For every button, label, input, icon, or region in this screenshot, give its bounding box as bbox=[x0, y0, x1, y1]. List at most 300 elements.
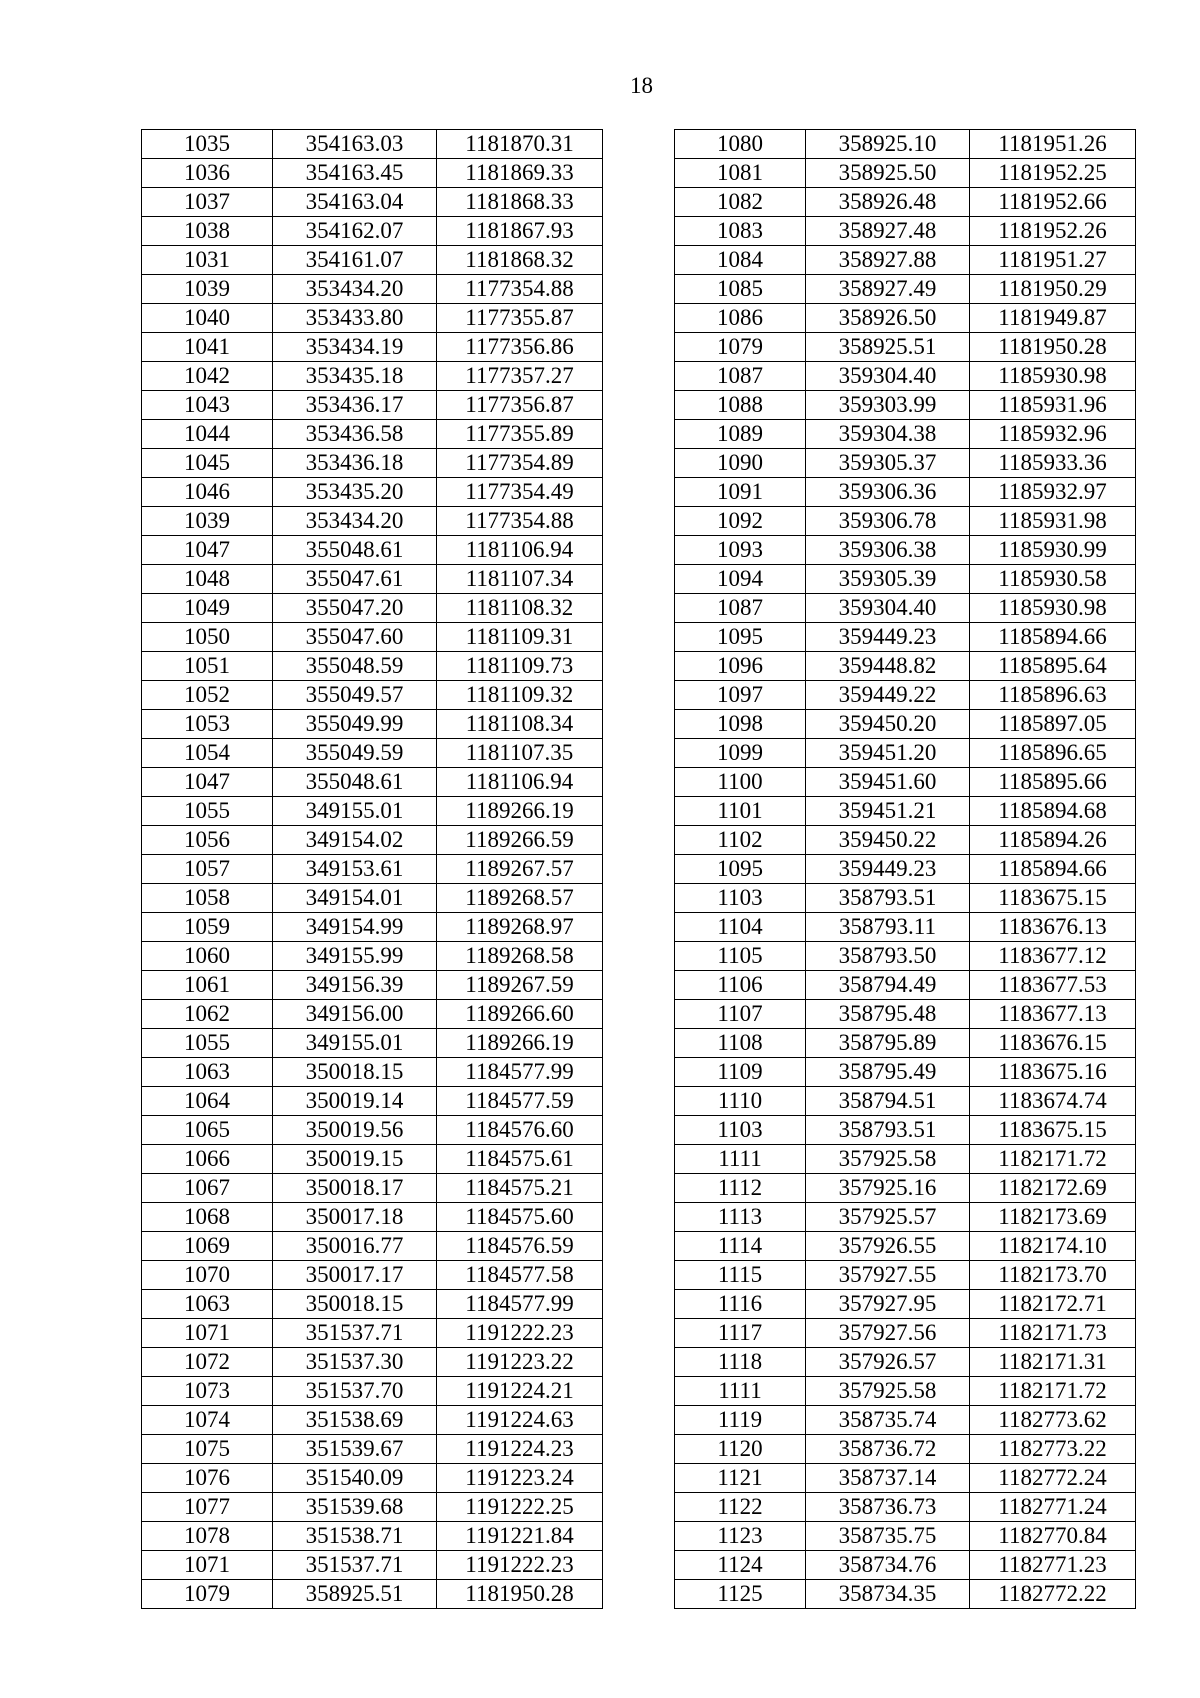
table-row bbox=[142, 739, 603, 768]
point-number-cell: 1044 bbox=[142, 420, 273, 449]
point-number-cell: 1095 bbox=[675, 623, 806, 652]
y-coordinate-cell: 1183677.53 bbox=[970, 971, 1136, 1000]
table-row bbox=[142, 246, 603, 275]
point-number-cell: 1063 bbox=[142, 1058, 273, 1087]
y-coordinate-cell: 1181107.35 bbox=[437, 739, 603, 768]
x-coordinate-cell: 351540.09 bbox=[273, 1464, 437, 1493]
y-coordinate-cell: 1182771.24 bbox=[970, 1493, 1136, 1522]
x-coordinate-cell: 355048.61 bbox=[273, 536, 437, 565]
y-coordinate-cell: 1182773.22 bbox=[970, 1435, 1136, 1464]
table-row bbox=[142, 768, 603, 797]
table-row bbox=[142, 188, 603, 217]
y-coordinate-cell: 1189268.57 bbox=[437, 884, 603, 913]
x-coordinate-cell: 359449.23 bbox=[806, 855, 970, 884]
table-row bbox=[675, 1464, 1136, 1493]
y-coordinate-cell: 1183674.74 bbox=[970, 1087, 1136, 1116]
table-row bbox=[675, 420, 1136, 449]
table-row bbox=[142, 594, 603, 623]
table-row bbox=[675, 536, 1136, 565]
point-number-cell: 1055 bbox=[142, 1029, 273, 1058]
point-number-cell: 1095 bbox=[675, 855, 806, 884]
point-number-cell: 1084 bbox=[675, 246, 806, 275]
table-row bbox=[142, 1464, 603, 1493]
table-row bbox=[675, 1551, 1136, 1580]
table-row bbox=[142, 420, 603, 449]
y-coordinate-cell: 1184576.59 bbox=[437, 1232, 603, 1261]
x-coordinate-cell: 357925.58 bbox=[806, 1145, 970, 1174]
y-coordinate-cell: 1189267.57 bbox=[437, 855, 603, 884]
table-row bbox=[142, 1435, 603, 1464]
y-coordinate-cell: 1177354.89 bbox=[437, 449, 603, 478]
point-number-cell: 1036 bbox=[142, 159, 273, 188]
point-number-cell: 1039 bbox=[142, 275, 273, 304]
point-number-cell: 1062 bbox=[142, 1000, 273, 1029]
y-coordinate-cell: 1181106.94 bbox=[437, 768, 603, 797]
y-coordinate-cell: 1182171.31 bbox=[970, 1348, 1136, 1377]
y-coordinate-cell: 1181950.29 bbox=[970, 275, 1136, 304]
table-row bbox=[142, 565, 603, 594]
point-number-cell: 1060 bbox=[142, 942, 273, 971]
table-row bbox=[142, 826, 603, 855]
x-coordinate-cell: 358795.48 bbox=[806, 1000, 970, 1029]
x-coordinate-cell: 358737.14 bbox=[806, 1464, 970, 1493]
y-coordinate-cell: 1184577.58 bbox=[437, 1261, 603, 1290]
y-coordinate-cell: 1182772.24 bbox=[970, 1464, 1136, 1493]
point-number-cell: 1047 bbox=[142, 768, 273, 797]
table-row bbox=[675, 1435, 1136, 1464]
y-coordinate-cell: 1184577.99 bbox=[437, 1058, 603, 1087]
point-number-cell: 1054 bbox=[142, 739, 273, 768]
table-row bbox=[142, 1087, 603, 1116]
table-row bbox=[675, 1029, 1136, 1058]
point-number-cell: 1092 bbox=[675, 507, 806, 536]
x-coordinate-cell: 358735.74 bbox=[806, 1406, 970, 1435]
point-number-cell: 1119 bbox=[675, 1406, 806, 1435]
table-row bbox=[142, 1029, 603, 1058]
x-coordinate-cell: 358795.49 bbox=[806, 1058, 970, 1087]
y-coordinate-cell: 1189267.59 bbox=[437, 971, 603, 1000]
y-coordinate-cell: 1181949.87 bbox=[970, 304, 1136, 333]
x-coordinate-cell: 351537.71 bbox=[273, 1319, 437, 1348]
point-number-cell: 1055 bbox=[142, 797, 273, 826]
x-coordinate-cell: 359449.23 bbox=[806, 623, 970, 652]
x-coordinate-cell: 349156.39 bbox=[273, 971, 437, 1000]
point-number-cell: 1109 bbox=[675, 1058, 806, 1087]
x-coordinate-cell: 359451.60 bbox=[806, 768, 970, 797]
point-number-cell: 1091 bbox=[675, 478, 806, 507]
y-coordinate-cell: 1181869.33 bbox=[437, 159, 603, 188]
point-number-cell: 1069 bbox=[142, 1232, 273, 1261]
x-coordinate-cell: 359448.82 bbox=[806, 652, 970, 681]
point-number-cell: 1087 bbox=[675, 594, 806, 623]
table-row bbox=[142, 159, 603, 188]
x-coordinate-cell: 359451.21 bbox=[806, 797, 970, 826]
x-coordinate-cell: 358793.50 bbox=[806, 942, 970, 971]
table-row bbox=[142, 1377, 603, 1406]
point-number-cell: 1086 bbox=[675, 304, 806, 333]
table-row bbox=[142, 478, 603, 507]
y-coordinate-cell: 1177355.87 bbox=[437, 304, 603, 333]
point-number-cell: 1100 bbox=[675, 768, 806, 797]
x-coordinate-cell: 350018.17 bbox=[273, 1174, 437, 1203]
y-coordinate-cell: 1191223.22 bbox=[437, 1348, 603, 1377]
point-number-cell: 1071 bbox=[142, 1319, 273, 1348]
table-row bbox=[142, 130, 603, 159]
table-row bbox=[675, 1116, 1136, 1145]
table-row bbox=[675, 710, 1136, 739]
point-number-cell: 1039 bbox=[142, 507, 273, 536]
y-coordinate-cell: 1181867.93 bbox=[437, 217, 603, 246]
y-coordinate-cell: 1181950.28 bbox=[437, 1580, 603, 1609]
point-number-cell: 1079 bbox=[675, 333, 806, 362]
y-coordinate-cell: 1189268.97 bbox=[437, 913, 603, 942]
table-row bbox=[675, 652, 1136, 681]
x-coordinate-cell: 358794.49 bbox=[806, 971, 970, 1000]
y-coordinate-cell: 1183677.12 bbox=[970, 942, 1136, 971]
y-coordinate-cell: 1183677.13 bbox=[970, 1000, 1136, 1029]
point-number-cell: 1072 bbox=[142, 1348, 273, 1377]
coordinates-table-right bbox=[674, 129, 1136, 1609]
x-coordinate-cell: 353436.18 bbox=[273, 449, 437, 478]
point-number-cell: 1108 bbox=[675, 1029, 806, 1058]
point-number-cell: 1059 bbox=[142, 913, 273, 942]
x-coordinate-cell: 350019.56 bbox=[273, 1116, 437, 1145]
x-coordinate-cell: 357927.56 bbox=[806, 1319, 970, 1348]
y-coordinate-cell: 1182173.70 bbox=[970, 1261, 1136, 1290]
x-coordinate-cell: 358927.48 bbox=[806, 217, 970, 246]
point-number-cell: 1042 bbox=[142, 362, 273, 391]
table-row bbox=[142, 304, 603, 333]
point-number-cell: 1037 bbox=[142, 188, 273, 217]
point-number-cell: 1123 bbox=[675, 1522, 806, 1551]
x-coordinate-cell: 358736.73 bbox=[806, 1493, 970, 1522]
y-coordinate-cell: 1189266.19 bbox=[437, 1029, 603, 1058]
x-coordinate-cell: 357925.57 bbox=[806, 1203, 970, 1232]
x-coordinate-cell: 359451.20 bbox=[806, 739, 970, 768]
y-coordinate-cell: 1182174.10 bbox=[970, 1232, 1136, 1261]
y-coordinate-cell: 1185897.05 bbox=[970, 710, 1136, 739]
table-row bbox=[675, 1290, 1136, 1319]
y-coordinate-cell: 1184577.99 bbox=[437, 1290, 603, 1319]
x-coordinate-cell: 349153.61 bbox=[273, 855, 437, 884]
x-coordinate-cell: 353435.20 bbox=[273, 478, 437, 507]
y-coordinate-cell: 1177354.88 bbox=[437, 275, 603, 304]
x-coordinate-cell: 355047.61 bbox=[273, 565, 437, 594]
y-coordinate-cell: 1185932.97 bbox=[970, 478, 1136, 507]
point-number-cell: 1116 bbox=[675, 1290, 806, 1319]
table-row bbox=[142, 855, 603, 884]
y-coordinate-cell: 1181951.27 bbox=[970, 246, 1136, 275]
point-number-cell: 1061 bbox=[142, 971, 273, 1000]
y-coordinate-cell: 1189266.60 bbox=[437, 1000, 603, 1029]
y-coordinate-cell: 1185894.26 bbox=[970, 826, 1136, 855]
y-coordinate-cell: 1182171.72 bbox=[970, 1145, 1136, 1174]
x-coordinate-cell: 359306.78 bbox=[806, 507, 970, 536]
point-number-cell: 1097 bbox=[675, 681, 806, 710]
point-number-cell: 1113 bbox=[675, 1203, 806, 1232]
table-row bbox=[675, 855, 1136, 884]
x-coordinate-cell: 349154.99 bbox=[273, 913, 437, 942]
y-coordinate-cell: 1191222.23 bbox=[437, 1551, 603, 1580]
table-row bbox=[675, 188, 1136, 217]
point-number-cell: 1122 bbox=[675, 1493, 806, 1522]
x-coordinate-cell: 358925.51 bbox=[806, 333, 970, 362]
table-row bbox=[675, 1232, 1136, 1261]
x-coordinate-cell: 349154.02 bbox=[273, 826, 437, 855]
point-number-cell: 1087 bbox=[675, 362, 806, 391]
y-coordinate-cell: 1185896.65 bbox=[970, 739, 1136, 768]
table-row bbox=[142, 1493, 603, 1522]
point-number-cell: 1088 bbox=[675, 391, 806, 420]
table-row bbox=[675, 884, 1136, 913]
x-coordinate-cell: 349155.01 bbox=[273, 1029, 437, 1058]
x-coordinate-cell: 359304.38 bbox=[806, 420, 970, 449]
point-number-cell: 1094 bbox=[675, 565, 806, 594]
point-number-cell: 1080 bbox=[675, 130, 806, 159]
table-row bbox=[675, 333, 1136, 362]
x-coordinate-cell: 358926.48 bbox=[806, 188, 970, 217]
x-coordinate-cell: 355049.57 bbox=[273, 681, 437, 710]
table-row bbox=[675, 826, 1136, 855]
table-row bbox=[675, 913, 1136, 942]
table-row bbox=[142, 1116, 603, 1145]
table-row bbox=[675, 797, 1136, 826]
x-coordinate-cell: 357927.95 bbox=[806, 1290, 970, 1319]
table-row bbox=[142, 971, 603, 1000]
point-number-cell: 1105 bbox=[675, 942, 806, 971]
point-number-cell: 1079 bbox=[142, 1580, 273, 1609]
table-row bbox=[675, 217, 1136, 246]
y-coordinate-cell: 1181951.26 bbox=[970, 130, 1136, 159]
point-number-cell: 1053 bbox=[142, 710, 273, 739]
y-coordinate-cell: 1181868.33 bbox=[437, 188, 603, 217]
point-number-cell: 1111 bbox=[675, 1145, 806, 1174]
y-coordinate-cell: 1185931.98 bbox=[970, 507, 1136, 536]
x-coordinate-cell: 359304.40 bbox=[806, 362, 970, 391]
x-coordinate-cell: 355047.20 bbox=[273, 594, 437, 623]
x-coordinate-cell: 359449.22 bbox=[806, 681, 970, 710]
x-coordinate-cell: 349155.01 bbox=[273, 797, 437, 826]
point-number-cell: 1067 bbox=[142, 1174, 273, 1203]
x-coordinate-cell: 353434.20 bbox=[273, 507, 437, 536]
point-number-cell: 1041 bbox=[142, 333, 273, 362]
point-number-cell: 1077 bbox=[142, 1493, 273, 1522]
y-coordinate-cell: 1191224.21 bbox=[437, 1377, 603, 1406]
x-coordinate-cell: 357927.55 bbox=[806, 1261, 970, 1290]
x-coordinate-cell: 349155.99 bbox=[273, 942, 437, 971]
x-coordinate-cell: 350018.15 bbox=[273, 1290, 437, 1319]
point-number-cell: 1066 bbox=[142, 1145, 273, 1174]
x-coordinate-cell: 354163.03 bbox=[273, 130, 437, 159]
point-number-cell: 1064 bbox=[142, 1087, 273, 1116]
y-coordinate-cell: 1181952.26 bbox=[970, 217, 1136, 246]
x-coordinate-cell: 359306.36 bbox=[806, 478, 970, 507]
y-coordinate-cell: 1191224.23 bbox=[437, 1435, 603, 1464]
x-coordinate-cell: 355048.59 bbox=[273, 652, 437, 681]
table-row bbox=[142, 1580, 603, 1609]
table-row bbox=[142, 1145, 603, 1174]
y-coordinate-cell: 1177356.87 bbox=[437, 391, 603, 420]
x-coordinate-cell: 359305.37 bbox=[806, 449, 970, 478]
y-coordinate-cell: 1181950.28 bbox=[970, 333, 1136, 362]
point-number-cell: 1103 bbox=[675, 1116, 806, 1145]
y-coordinate-cell: 1181952.66 bbox=[970, 188, 1136, 217]
table-row bbox=[142, 1203, 603, 1232]
x-coordinate-cell: 350019.15 bbox=[273, 1145, 437, 1174]
y-coordinate-cell: 1185895.66 bbox=[970, 768, 1136, 797]
x-coordinate-cell: 358734.35 bbox=[806, 1580, 970, 1609]
table-row bbox=[142, 217, 603, 246]
y-coordinate-cell: 1182173.69 bbox=[970, 1203, 1136, 1232]
table-row bbox=[675, 1493, 1136, 1522]
y-coordinate-cell: 1191223.24 bbox=[437, 1464, 603, 1493]
x-coordinate-cell: 351539.67 bbox=[273, 1435, 437, 1464]
y-coordinate-cell: 1184575.21 bbox=[437, 1174, 603, 1203]
point-number-cell: 1057 bbox=[142, 855, 273, 884]
y-coordinate-cell: 1181109.32 bbox=[437, 681, 603, 710]
y-coordinate-cell: 1183675.15 bbox=[970, 1116, 1136, 1145]
table-row bbox=[675, 159, 1136, 188]
table-row bbox=[675, 449, 1136, 478]
table-row bbox=[675, 681, 1136, 710]
y-coordinate-cell: 1184575.60 bbox=[437, 1203, 603, 1232]
point-number-cell: 1082 bbox=[675, 188, 806, 217]
point-number-cell: 1118 bbox=[675, 1348, 806, 1377]
x-coordinate-cell: 357926.55 bbox=[806, 1232, 970, 1261]
x-coordinate-cell: 351538.71 bbox=[273, 1522, 437, 1551]
y-coordinate-cell: 1181106.94 bbox=[437, 536, 603, 565]
y-coordinate-cell: 1181952.25 bbox=[970, 159, 1136, 188]
point-number-cell: 1078 bbox=[142, 1522, 273, 1551]
x-coordinate-cell: 351537.70 bbox=[273, 1377, 437, 1406]
table-row bbox=[142, 1000, 603, 1029]
y-coordinate-cell: 1189266.19 bbox=[437, 797, 603, 826]
table-row bbox=[142, 942, 603, 971]
point-number-cell: 1081 bbox=[675, 159, 806, 188]
table-row bbox=[142, 652, 603, 681]
y-coordinate-cell: 1185930.58 bbox=[970, 565, 1136, 594]
x-coordinate-cell: 353433.80 bbox=[273, 304, 437, 333]
point-number-cell: 1125 bbox=[675, 1580, 806, 1609]
y-coordinate-cell: 1185930.98 bbox=[970, 594, 1136, 623]
x-coordinate-cell: 357925.16 bbox=[806, 1174, 970, 1203]
x-coordinate-cell: 351537.30 bbox=[273, 1348, 437, 1377]
table-row bbox=[675, 130, 1136, 159]
table-row bbox=[675, 565, 1136, 594]
table-row bbox=[142, 1261, 603, 1290]
point-number-cell: 1115 bbox=[675, 1261, 806, 1290]
point-number-cell: 1083 bbox=[675, 217, 806, 246]
x-coordinate-cell: 359303.99 bbox=[806, 391, 970, 420]
point-number-cell: 1070 bbox=[142, 1261, 273, 1290]
x-coordinate-cell: 355048.61 bbox=[273, 768, 437, 797]
table-row bbox=[142, 1348, 603, 1377]
point-number-cell: 1114 bbox=[675, 1232, 806, 1261]
x-coordinate-cell: 359450.20 bbox=[806, 710, 970, 739]
point-number-cell: 1120 bbox=[675, 1435, 806, 1464]
y-coordinate-cell: 1185896.63 bbox=[970, 681, 1136, 710]
y-coordinate-cell: 1191222.25 bbox=[437, 1493, 603, 1522]
y-coordinate-cell: 1181870.31 bbox=[437, 130, 603, 159]
y-coordinate-cell: 1181108.34 bbox=[437, 710, 603, 739]
point-number-cell: 1073 bbox=[142, 1377, 273, 1406]
y-coordinate-cell: 1191222.23 bbox=[437, 1319, 603, 1348]
point-number-cell: 1049 bbox=[142, 594, 273, 623]
y-coordinate-cell: 1184577.59 bbox=[437, 1087, 603, 1116]
x-coordinate-cell: 354161.07 bbox=[273, 246, 437, 275]
table-row bbox=[142, 1522, 603, 1551]
table-row bbox=[675, 507, 1136, 536]
table-row bbox=[675, 623, 1136, 652]
point-number-cell: 1117 bbox=[675, 1319, 806, 1348]
table-row bbox=[142, 507, 603, 536]
point-number-cell: 1112 bbox=[675, 1174, 806, 1203]
y-coordinate-cell: 1185933.36 bbox=[970, 449, 1136, 478]
table-row bbox=[675, 594, 1136, 623]
point-number-cell: 1063 bbox=[142, 1290, 273, 1319]
point-number-cell: 1068 bbox=[142, 1203, 273, 1232]
point-number-cell: 1046 bbox=[142, 478, 273, 507]
table-row bbox=[675, 304, 1136, 333]
point-number-cell: 1052 bbox=[142, 681, 273, 710]
point-number-cell: 1103 bbox=[675, 884, 806, 913]
table-row bbox=[675, 739, 1136, 768]
y-coordinate-cell: 1185894.68 bbox=[970, 797, 1136, 826]
x-coordinate-cell: 351537.71 bbox=[273, 1551, 437, 1580]
point-number-cell: 1045 bbox=[142, 449, 273, 478]
y-coordinate-cell: 1185930.98 bbox=[970, 362, 1136, 391]
point-number-cell: 1096 bbox=[675, 652, 806, 681]
x-coordinate-cell: 358795.89 bbox=[806, 1029, 970, 1058]
y-coordinate-cell: 1181868.32 bbox=[437, 246, 603, 275]
x-coordinate-cell: 358794.51 bbox=[806, 1087, 970, 1116]
point-number-cell: 1124 bbox=[675, 1551, 806, 1580]
x-coordinate-cell: 358925.50 bbox=[806, 159, 970, 188]
table-row bbox=[142, 681, 603, 710]
point-number-cell: 1035 bbox=[142, 130, 273, 159]
y-coordinate-cell: 1182171.73 bbox=[970, 1319, 1136, 1348]
point-number-cell: 1099 bbox=[675, 739, 806, 768]
y-coordinate-cell: 1181109.31 bbox=[437, 623, 603, 652]
table-row bbox=[142, 1319, 603, 1348]
point-number-cell: 1071 bbox=[142, 1551, 273, 1580]
table-row bbox=[675, 942, 1136, 971]
point-number-cell: 1038 bbox=[142, 217, 273, 246]
x-coordinate-cell: 359306.38 bbox=[806, 536, 970, 565]
x-coordinate-cell: 353436.17 bbox=[273, 391, 437, 420]
y-coordinate-cell: 1185932.96 bbox=[970, 420, 1136, 449]
y-coordinate-cell: 1183675.15 bbox=[970, 884, 1136, 913]
point-number-cell: 1102 bbox=[675, 826, 806, 855]
point-number-cell: 1107 bbox=[675, 1000, 806, 1029]
x-coordinate-cell: 358735.75 bbox=[806, 1522, 970, 1551]
x-coordinate-cell: 355049.99 bbox=[273, 710, 437, 739]
point-number-cell: 1040 bbox=[142, 304, 273, 333]
y-coordinate-cell: 1183676.13 bbox=[970, 913, 1136, 942]
point-number-cell: 1074 bbox=[142, 1406, 273, 1435]
table-row bbox=[142, 1406, 603, 1435]
y-coordinate-cell: 1185930.99 bbox=[970, 536, 1136, 565]
x-coordinate-cell: 358736.72 bbox=[806, 1435, 970, 1464]
table-row bbox=[142, 391, 603, 420]
y-coordinate-cell: 1177356.86 bbox=[437, 333, 603, 362]
x-coordinate-cell: 358793.51 bbox=[806, 1116, 970, 1145]
point-number-cell: 1098 bbox=[675, 710, 806, 739]
x-coordinate-cell: 358927.88 bbox=[806, 246, 970, 275]
y-coordinate-cell: 1185895.64 bbox=[970, 652, 1136, 681]
x-coordinate-cell: 354163.45 bbox=[273, 159, 437, 188]
table-row bbox=[675, 362, 1136, 391]
